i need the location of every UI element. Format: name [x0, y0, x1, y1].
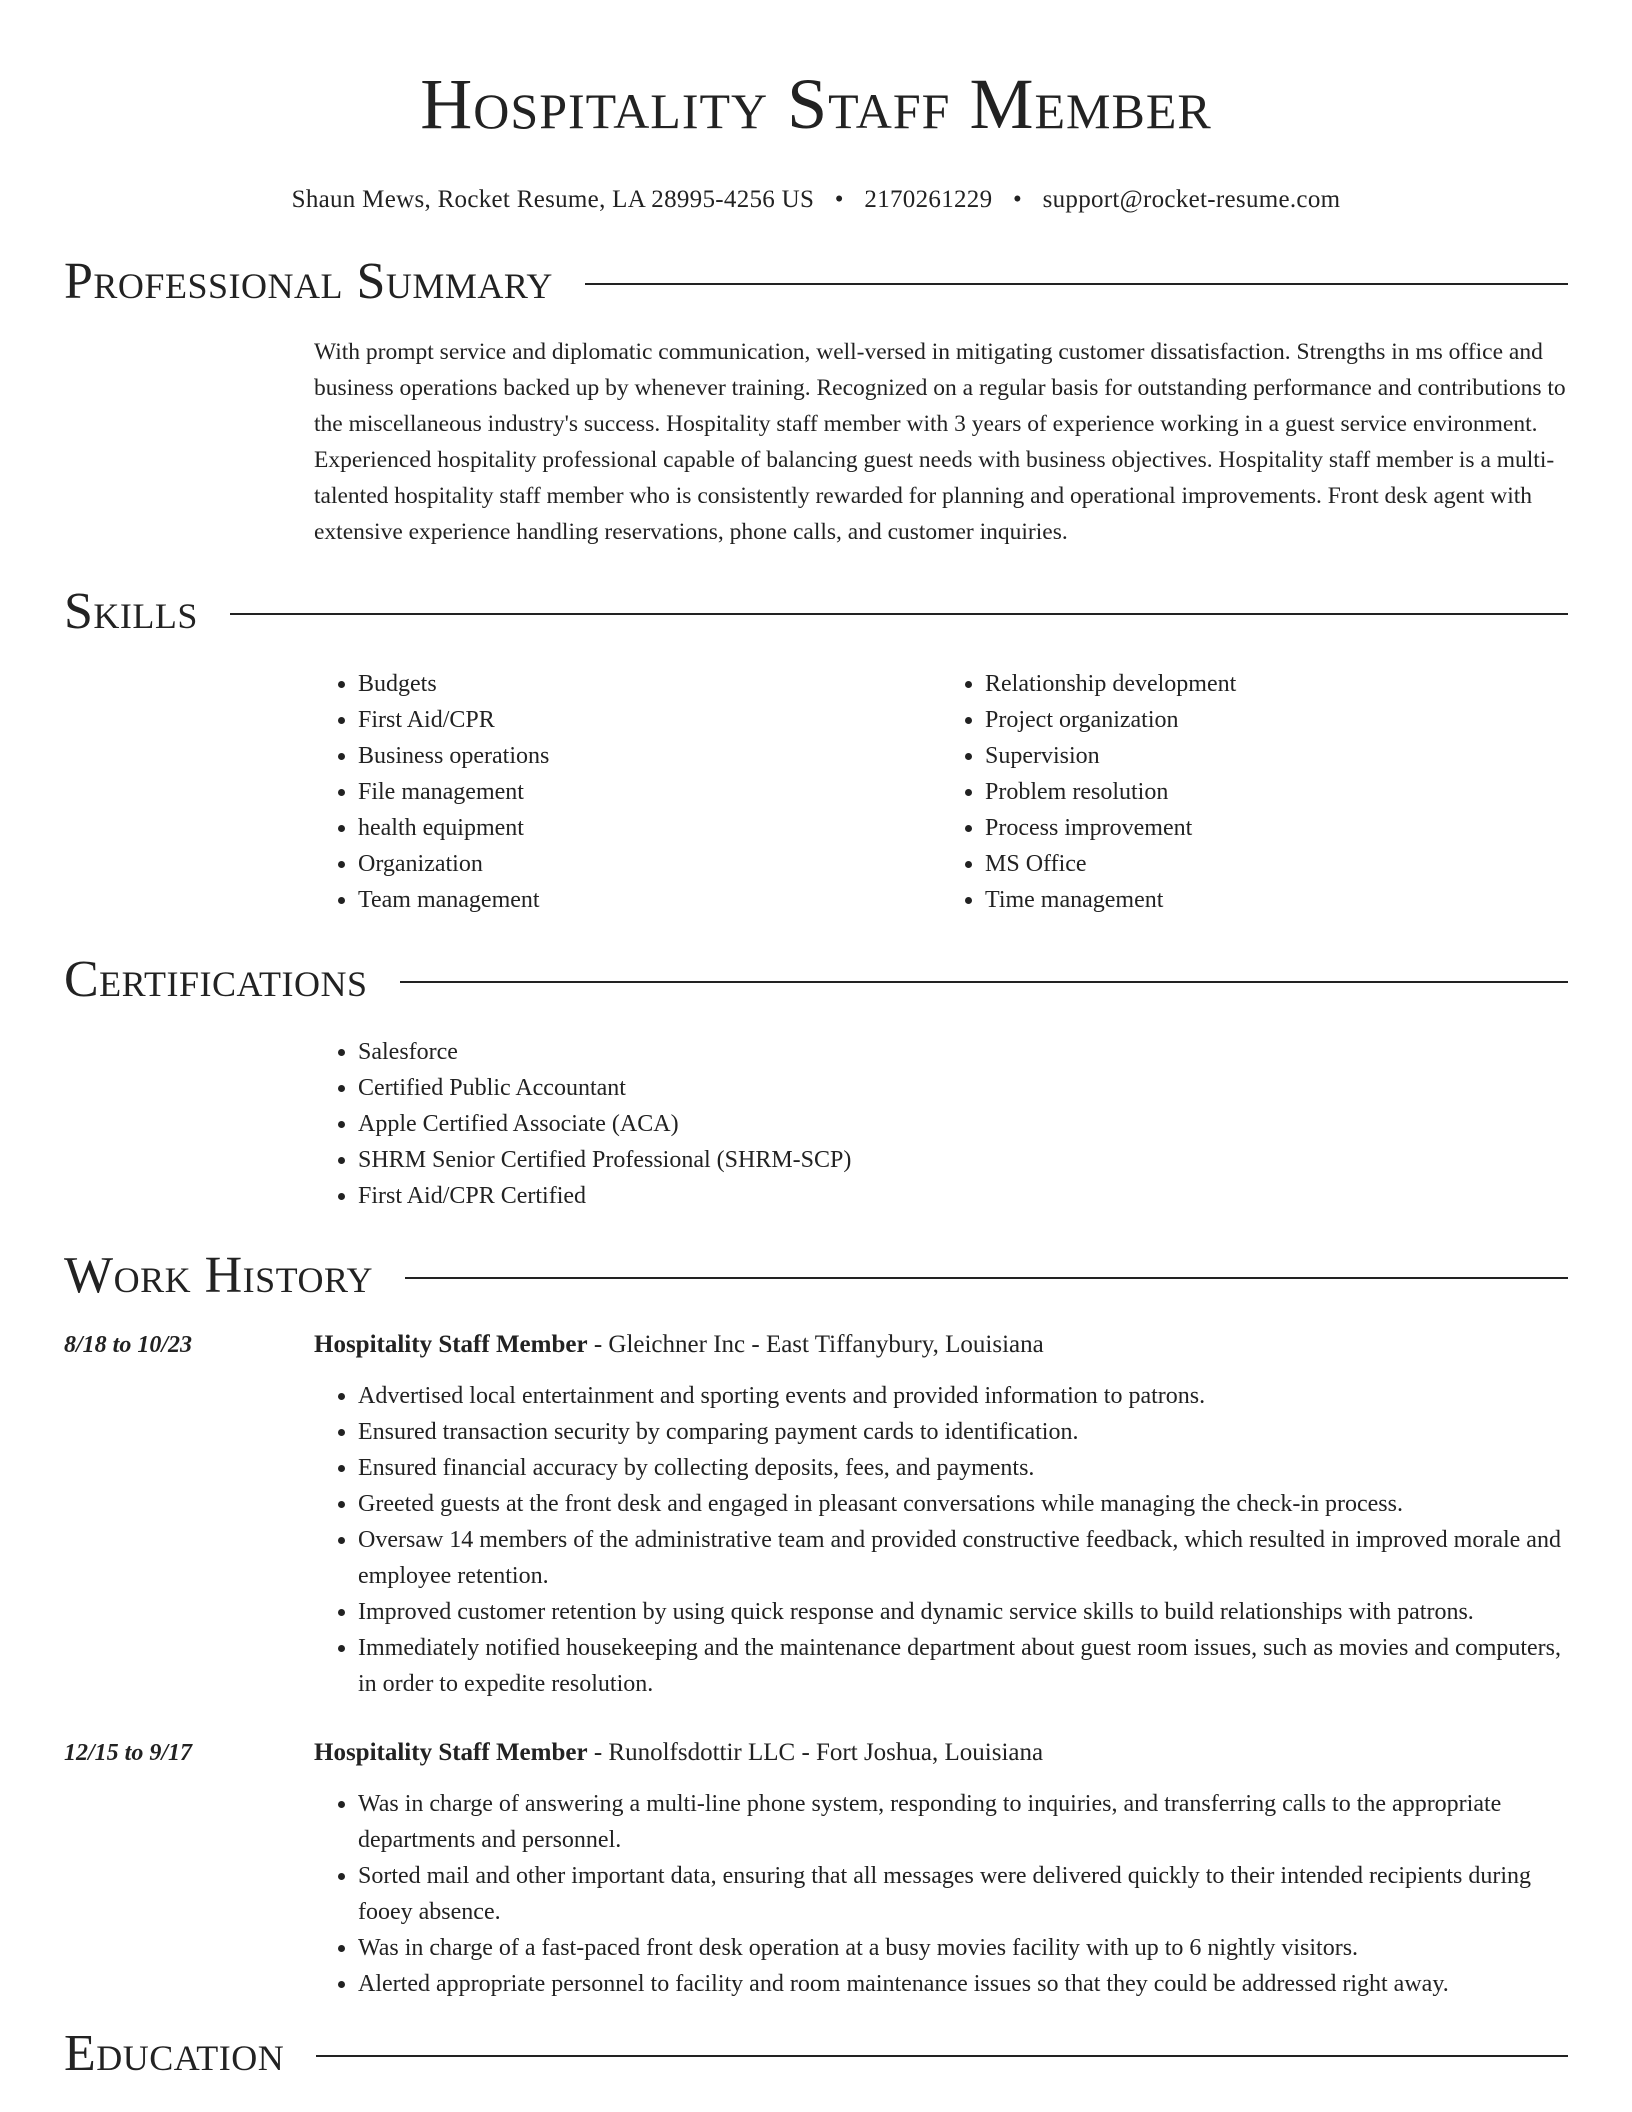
work-section-header — [64, 1244, 1568, 1308]
job-details: - Runolfsdottir LLC - Fort Joshua, Louisiana — [587, 1739, 1044, 1766]
skills-columns — [314, 666, 1568, 918]
contact-email[interactable]: support@rocket-resume.com — [1042, 186, 1341, 213]
section-divider — [316, 2055, 1568, 2057]
job-bullet: • Improved customer retention by using quick response and dynamic service skills to build relationships with patrons. — [358, 1594, 1568, 1630]
contact-separator: • — [1012, 186, 1023, 213]
job-bullet: • Was in charge of answering a multi-line phone system, responding to inquiries, and transferring calls to the appropriate departments and personnel. — [358, 1786, 1568, 1858]
job-bullet: • Alerted appropriate personnel to facility and room maintenance issues so that they could be addressed right away. — [358, 1966, 1568, 2002]
education-title: Education — [64, 2025, 285, 2082]
job-role: Hospitality Staff Member — [314, 1331, 588, 1358]
certifications-section-header — [64, 948, 1568, 1012]
certification-item: • Certified Public Accountant — [358, 1070, 1568, 1106]
skill-item: • Budgets — [358, 666, 941, 702]
skills-section-header — [64, 580, 1568, 644]
job-entry — [64, 1736, 1568, 2002]
certifications-body — [314, 1034, 1568, 1214]
job-bullet: • Oversaw 14 members of the administrative team and provided constructive feedback, which resulted in improved morale and employee retention. — [358, 1522, 1568, 1594]
job-dates: 8/18 to 10/23 — [64, 1332, 193, 1358]
skill-item: • Relationship development — [985, 666, 1568, 702]
skills-body — [314, 666, 1568, 918]
job-bullet: • Ensured transaction security by comparing payment cards to identification. — [358, 1414, 1568, 1450]
job-bullet: • Greeted guests at the front desk and engaged in pleasant conversations while managing the check-in process. — [358, 1486, 1568, 1522]
contact-phone[interactable]: 2170261229 — [864, 186, 993, 213]
job-bullet: • Ensured financial accuracy by collecting deposits, fees, and payments. — [358, 1450, 1568, 1486]
skill-item: • Process improvement — [985, 810, 1568, 846]
certification-item: • SHRM Senior Certified Professional (SHRM-SCP) — [358, 1142, 1568, 1178]
contact-line — [64, 184, 1568, 216]
job-bullet: • Advertised local entertainment and sporting events and provided information to patrons. — [358, 1378, 1568, 1414]
skill-item: • Supervision — [985, 738, 1568, 774]
job-bullets — [314, 1378, 1568, 1702]
job-entry — [64, 1328, 1568, 1702]
certification-item: • Apple Certified Associate (ACA) — [358, 1106, 1568, 1142]
job-details: - Gleichner Inc - East Tiffanybury, Louisiana — [587, 1331, 1044, 1358]
job-main — [314, 1328, 1568, 1702]
certification-item: • First Aid/CPR Certified — [358, 1178, 1568, 1214]
certifications-title: Certifications — [64, 951, 368, 1008]
section-divider — [585, 283, 1568, 285]
skills-list-left — [314, 666, 941, 918]
education-section-header — [64, 2022, 1568, 2086]
certifications-list — [314, 1034, 1568, 1214]
section-divider — [400, 981, 1568, 983]
job-role: Hospitality Staff Member — [314, 1739, 588, 1766]
contact-address: Shaun Mews, Rocket Resume, LA 28995-4256 US — [291, 186, 815, 213]
skill-item: • health equipment — [358, 810, 941, 846]
work-title: Work History — [64, 1247, 374, 1304]
summary-text: With prompt service and diplomatic communication, well-versed in mitigating customer dissatisfaction. Strengths in ms office and business operations backed up by whenever training. Recognized on a regular basis for outstanding performance and contributions to the miscellaneous industry's success. Hospitality staff member with 3 years of experience working in a guest service environment. Experienced hospitality professional capable of balancing guest needs with business objectives. Hospitality staff member is a multi-talented hospitality staff member who is consistently rewarded for planning and operational improvements. Front desk agent with extensive experience handling reservations, phone calls, and customer inquiries. — [314, 339, 1566, 545]
job-main — [314, 1736, 1568, 2002]
skill-item: • Organization — [358, 846, 941, 882]
section-divider — [405, 1277, 1568, 1279]
job-dates: 12/15 to 9/17 — [64, 1740, 193, 1766]
summary-title: Professional Summary — [64, 253, 553, 310]
skill-item: • Project organization — [985, 702, 1568, 738]
summary-body — [314, 334, 1568, 550]
skills-title: Skills — [64, 583, 198, 640]
skill-item: • Problem resolution — [985, 774, 1568, 810]
skill-item: • Time management — [985, 882, 1568, 918]
skill-item: • MS Office — [985, 846, 1568, 882]
skill-item: • First Aid/CPR — [358, 702, 941, 738]
skill-item: • Team management — [358, 882, 941, 918]
job-bullets — [314, 1786, 1568, 2002]
job-bullet: • Was in charge of a fast-paced front desk operation at a busy movies facility with up to 6 nightly visitors. — [358, 1930, 1568, 1966]
job-heading — [314, 1736, 1568, 1770]
summary-section-header — [64, 250, 1568, 314]
job-heading — [314, 1328, 1568, 1362]
skills-list-right — [941, 666, 1568, 918]
skill-item: • File management — [358, 774, 941, 810]
section-divider — [230, 613, 1568, 615]
certification-item: • Salesforce — [358, 1034, 1568, 1070]
skill-item: • Business operations — [358, 738, 941, 774]
job-bullet: • Sorted mail and other important data, ensuring that all messages were delivered quickly to their intended recipients during fooey absence. — [358, 1858, 1568, 1930]
job-bullet: • Immediately notified housekeeping and the maintenance department about guest room issues, such as movies and computers, in order to expedite resolution. — [358, 1630, 1568, 1702]
resume-name: Hospitality Staff Member — [420, 64, 1212, 144]
contact-separator: • — [834, 186, 844, 213]
